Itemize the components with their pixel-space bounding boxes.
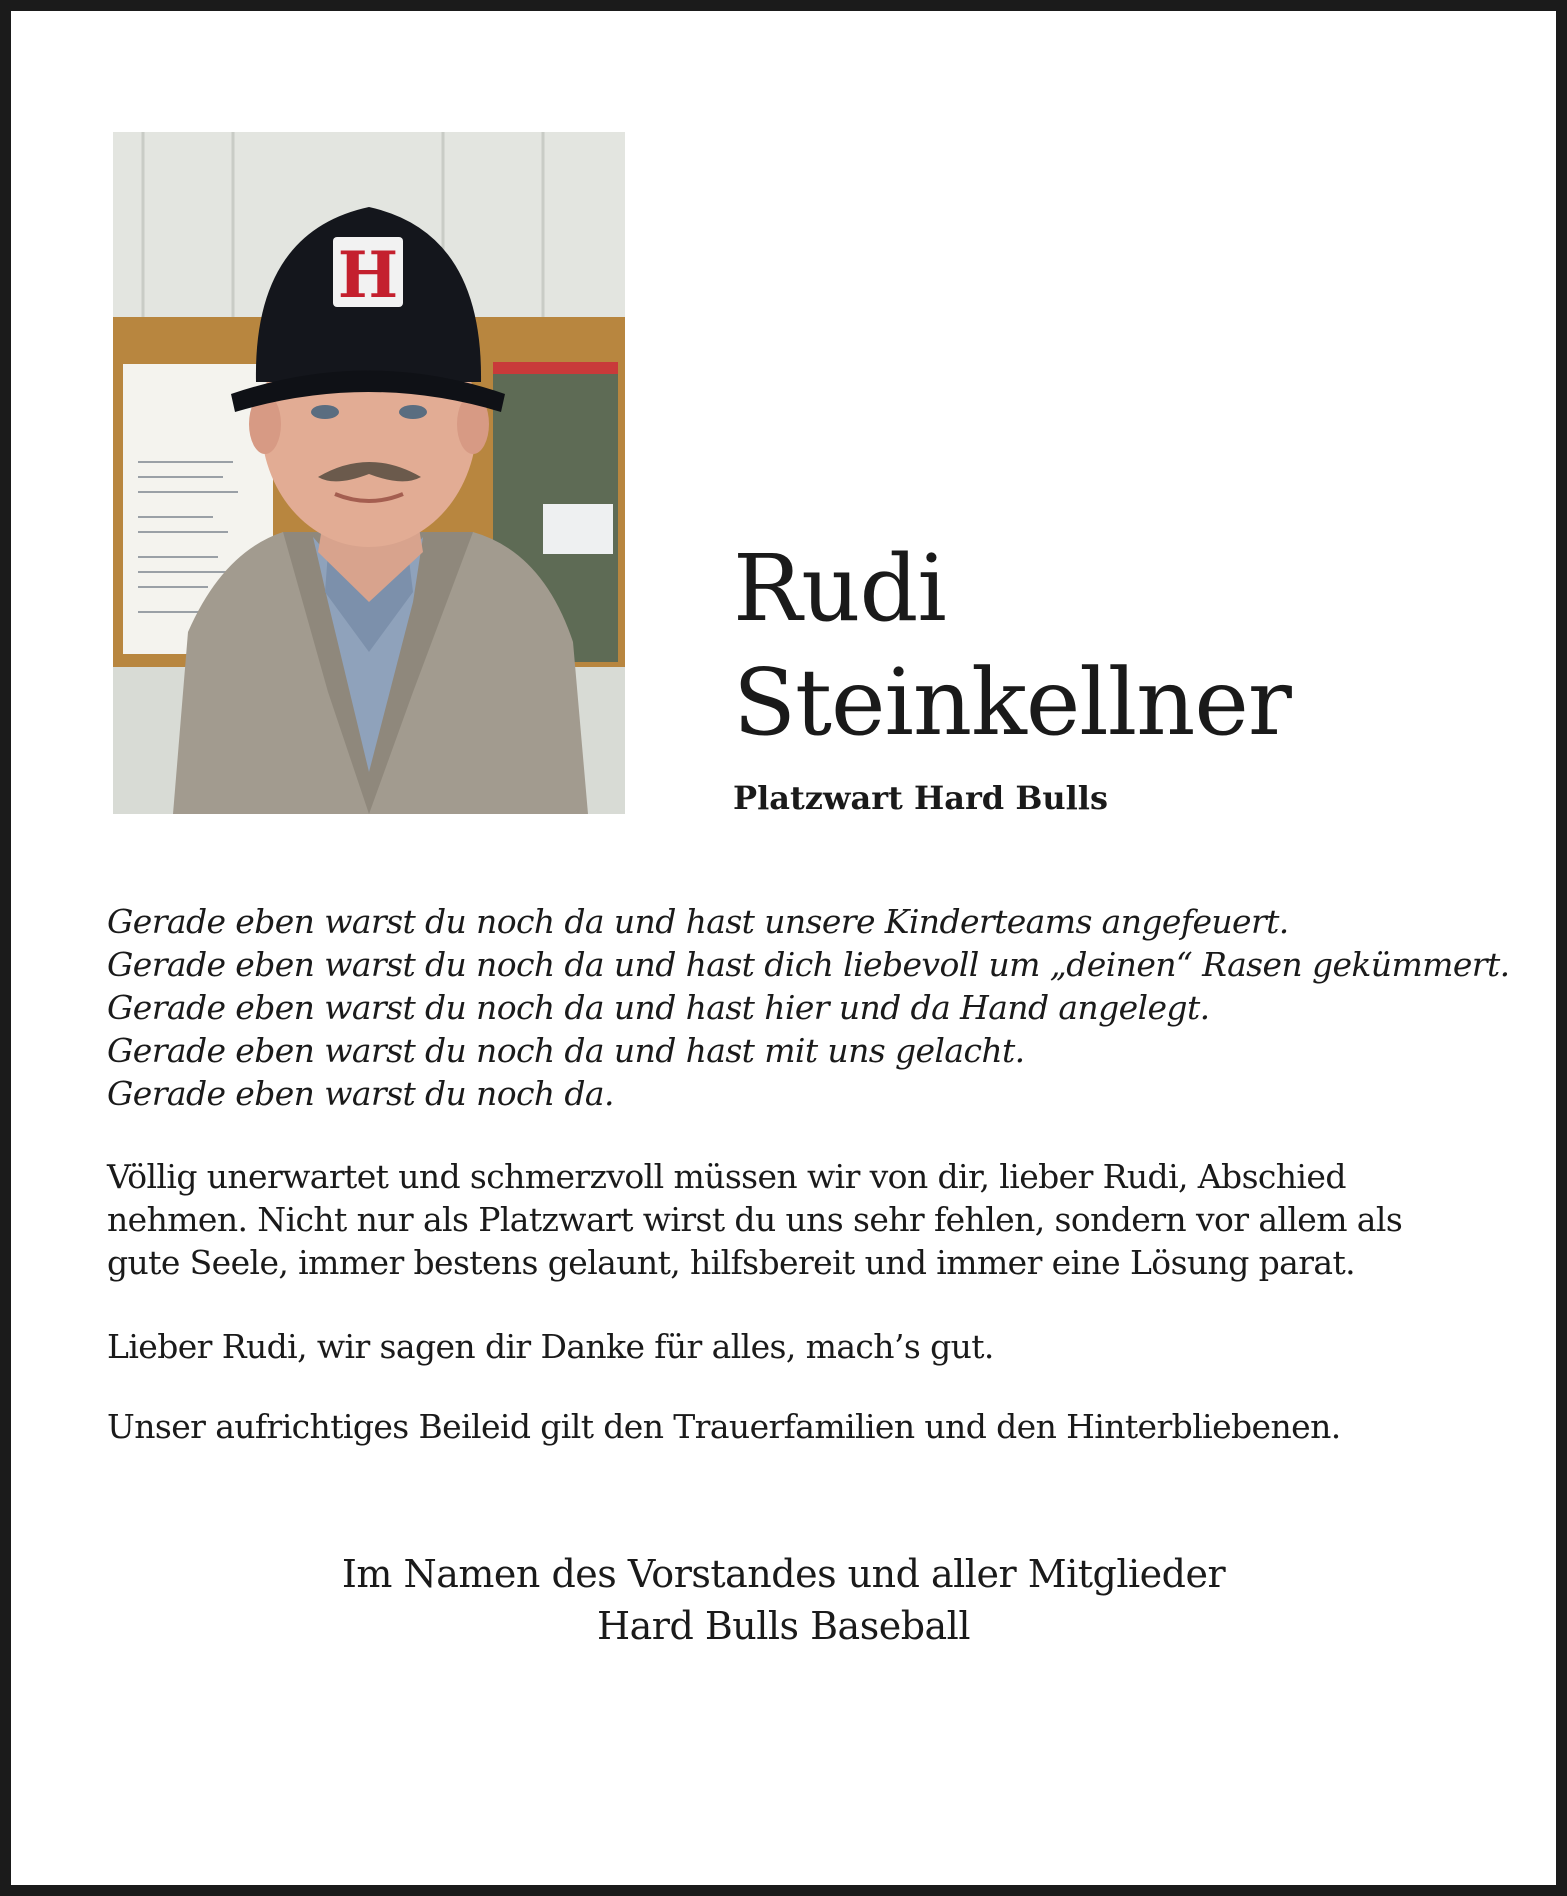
portrait-photo	[113, 132, 625, 814]
poem-line: Gerade eben warst du noch da und hast dich liebevoll um „deinen“ Rasen gekümmert.	[107, 945, 1510, 984]
signature-line-2: Hard Bulls Baseball	[596, 1604, 970, 1648]
poem-line: Gerade eben warst du noch da und hast hier und da Hand angelegt.	[107, 988, 1210, 1027]
signature	[0, 1548, 1567, 1652]
poem	[107, 900, 1510, 1115]
paragraph-line: Völlig unerwartet und schmerzvoll müssen wir von dir, lieber Rudi, Abschied	[107, 1157, 1346, 1196]
paragraph-line: Lieber Rudi, wir sagen dir Danke für alles, mach’s gut.	[107, 1327, 994, 1366]
poem-line: Gerade eben warst du noch da und hast unsere Kinderteams angefeuert.	[107, 902, 1289, 941]
poem-line: Gerade eben warst du noch da.	[107, 1074, 614, 1113]
last-name: Steinkellner	[733, 649, 1291, 756]
role-subtitle: Platzwart Hard Bulls	[733, 779, 1108, 817]
cap-logo: H	[337, 238, 399, 313]
thanks-paragraph	[107, 1325, 1487, 1368]
first-name: Rudi	[733, 535, 946, 642]
deceased-name	[733, 532, 1453, 760]
condolence-paragraph	[107, 1405, 1487, 1448]
portrait-illustration	[113, 132, 625, 814]
signature-line-1: Im Namen des Vorstandes und aller Mitglieder	[341, 1552, 1226, 1596]
paragraph-line: nehmen. Nicht nur als Platzwart wirst du uns sehr fehlen, sondern vor allem als	[107, 1200, 1403, 1239]
farewell-paragraph	[107, 1155, 1487, 1284]
paragraph-line: gute Seele, immer bestens gelaunt, hilfsbereit und immer eine Lösung parat.	[107, 1243, 1356, 1282]
paragraph-line: Unser aufrichtiges Beileid gilt den Trauerfamilien und den Hinterbliebenen.	[107, 1407, 1341, 1446]
poem-line: Gerade eben warst du noch da und hast mit uns gelacht.	[107, 1031, 1025, 1070]
